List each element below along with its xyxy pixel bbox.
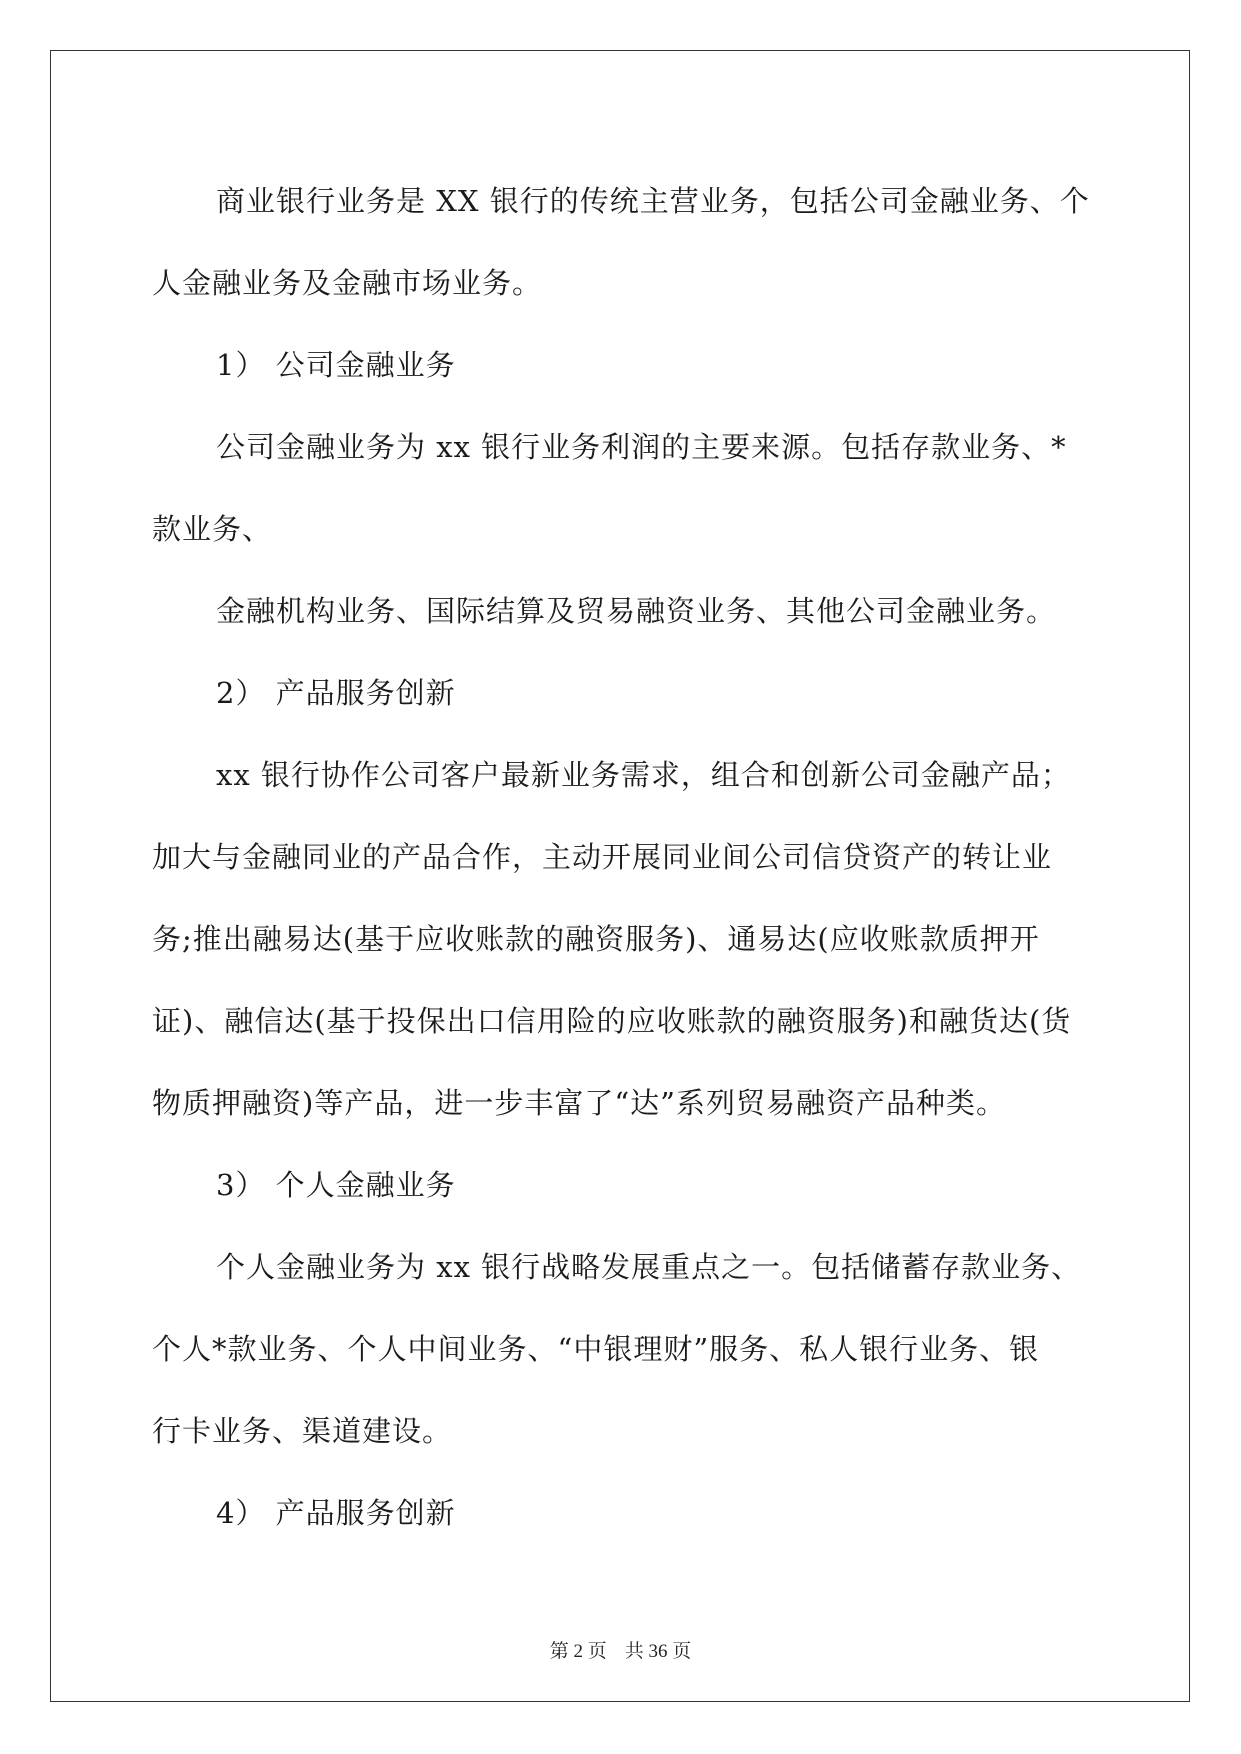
text-line: xx 银行协作公司客户最新业务需求，组合和创新公司金融产品； bbox=[216, 758, 1071, 792]
text-line: 证)、融信达(基于投保出口信用险的应收账款的融资服务)和融货达(货 bbox=[152, 1004, 1072, 1038]
page-total: 共 36 页 bbox=[624, 1641, 692, 1662]
text-line: 金融机构业务、国际结算及贸易融资业务、其他公司金融业务。 bbox=[216, 594, 1057, 628]
document-body bbox=[152, 160, 1112, 1554]
text-line: 公司金融业务为 xx 银行业务利润的主要来源。包括存款业务、* bbox=[216, 430, 1067, 464]
section-heading: 4） 产品服务创新 bbox=[216, 1496, 456, 1530]
text-line: 个人金融业务为 xx 银行战略发展重点之一。包括储蓄存款业务、 bbox=[216, 1250, 1082, 1284]
text-line: 物质押融资)等产品，进一步丰富了“达”系列贸易融资产品种类。 bbox=[152, 1086, 1006, 1120]
text-line: 人金融业务及金融市场业务。 bbox=[152, 266, 543, 300]
text-line: 商业银行业务是 XX 银行的传统主营业务，包括公司金融业务、个 bbox=[216, 184, 1090, 218]
page-footer bbox=[0, 1636, 1241, 1663]
section-heading: 1） 公司金融业务 bbox=[216, 348, 456, 382]
page-number: 第 2 页 bbox=[549, 1641, 607, 1662]
text-line: 款业务、 bbox=[152, 512, 273, 546]
section-heading: 3） 个人金融业务 bbox=[216, 1168, 456, 1202]
text-line: 行卡业务、渠道建设。 bbox=[152, 1414, 453, 1448]
section-heading: 2） 产品服务创新 bbox=[216, 676, 456, 710]
text-line: 加大与金融同业的产品合作，主动开展同业间公司信贷资产的转让业 bbox=[152, 840, 1053, 874]
text-line: 务;推出融易达(基于应收账款的融资服务)、通易达(应收账款质押开 bbox=[152, 922, 1040, 956]
text-line: 个人*款业务、个人中间业务、“中银理财”服务、私人银行业务、银 bbox=[152, 1332, 1040, 1366]
